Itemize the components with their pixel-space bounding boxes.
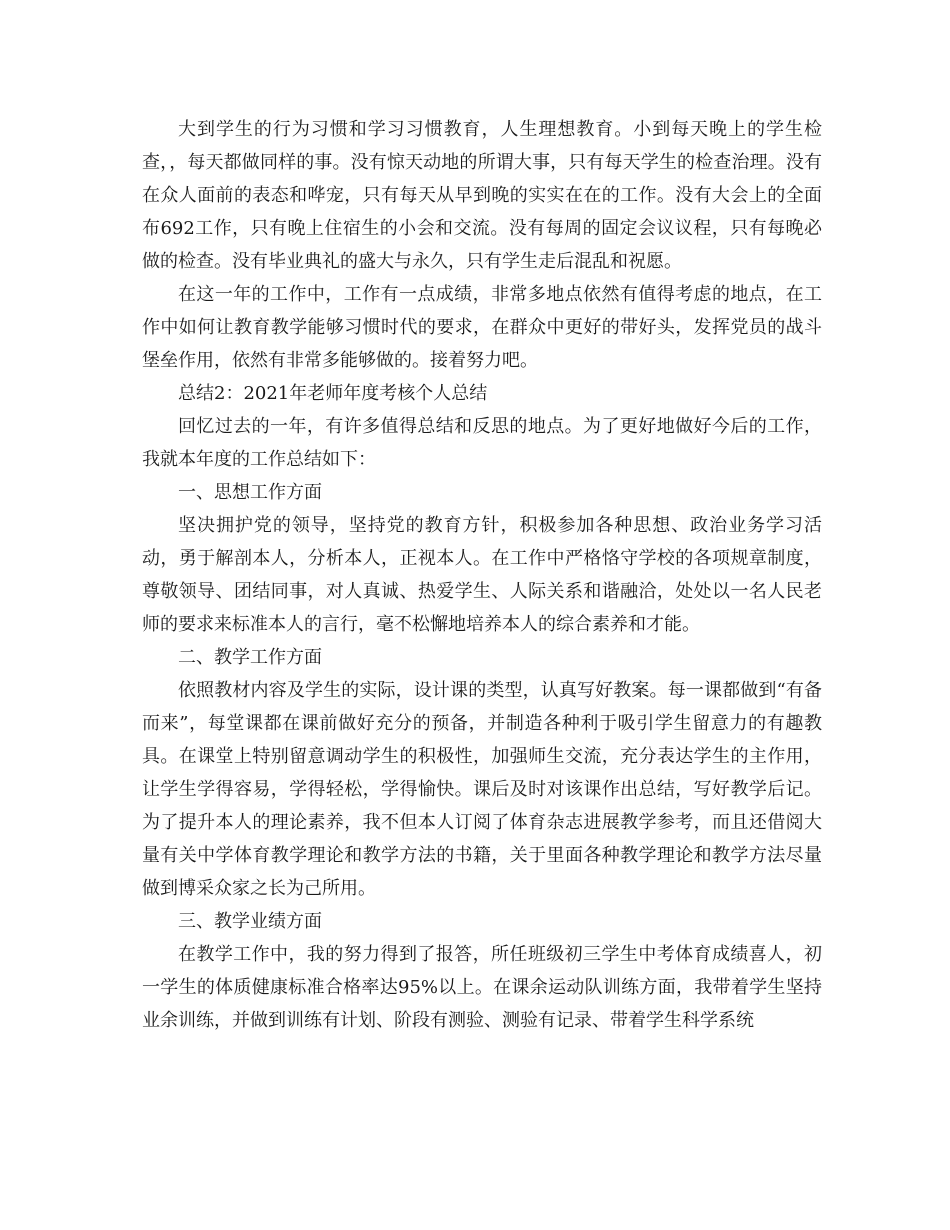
paragraph-daily-work: 大到学生的行为习惯和学习习惯教育，人生理想教育。小到每天晚上的学生检查，，每天都做同样的事。没有惊天动地的所谓大事，只有每天学生的检查治理。没有在众人面前的表态和哗宠，只有每天从早到晚的实实在在的工作。没有大会上的全面布692工作，只有晚上住宿生的小会和交流。没有每周的固定会议议程，只有每晚必做的检查。没有毕业典礼的盛大与永久，只有学生走后混乱和祝愿。 <box>142 119 822 272</box>
summary-2-heading: 总结2：2021年老师年度考核个人总结 <box>178 383 488 404</box>
paragraph-year-reflection: 在这一年的工作中，工作有一点成绩，非常多地点依然有值得考虑的地点，在工作中如何让教育教学能够习惯时代的要求，在群众中更好的带好头，发挥党员的战斗堡垒作用，依然有非常多能够做的。接着努力吧。 <box>142 284 822 371</box>
paragraph-teaching-results: 在教学工作中，我的努力得到了报答，所任班级初三学生中考体育成绩喜人，初一学生的体质健康标准合格率达95%以上。在课余运动队训练方面，我带着学生坚持业余训练，并做到训练有计划、阶段有测验、测验有记录、带着学生科学系统 <box>142 944 822 1031</box>
paragraph-teaching-work: 依照教材内容及学生的实际，设计课的类型，认真写好教案。每一课都做到“有备而来”，每堂课都在课前做好充分的预备，并制造各种利于吸引学生留意力的有趣教具。在课堂上特别留意调动学生的积极性，加强师生交流，充分表达学生的主作用，让学生学得容易，学得轻松，学得愉快。课后及时对该课作出总结，写好教学后记。为了提升本人的理论素养，我不但本人订阅了体育杂志进展教学参考，而且还借阅大量有关中学体育教学理论和教学方法的书籍，关于里面各种教学理论和教学方法尽量做到博采众家之长为己所用。 <box>142 680 822 899</box>
document-body <box>142 113 822 1037</box>
paragraph-intro: 回忆过去的一年，有许多值得总结和反思的地点。为了更好地做好今后的工作，我就本年度的工作总结如下： <box>142 416 822 470</box>
paragraph-thought-work: 坚决拥护党的领导，坚持党的教育方针，积极参加各种思想、政治业务学习活动，勇于解剖本人，分析本人，正视本人。在工作中严格恪守学校的各项规章制度，尊敬领导、团结同事，对人真诚、热爱学生、人际关系和谐融洽，处处以一名人民老师的要求来标准本人的言行，毫不松懈地培养本人的综合素养和才能。 <box>142 515 822 635</box>
section-heading-teaching-results: 三、教学业绩方面 <box>178 911 322 932</box>
section-heading-teaching-work: 二、教学工作方面 <box>178 647 322 668</box>
section-heading-thought-work: 一、思想工作方面 <box>178 482 322 503</box>
